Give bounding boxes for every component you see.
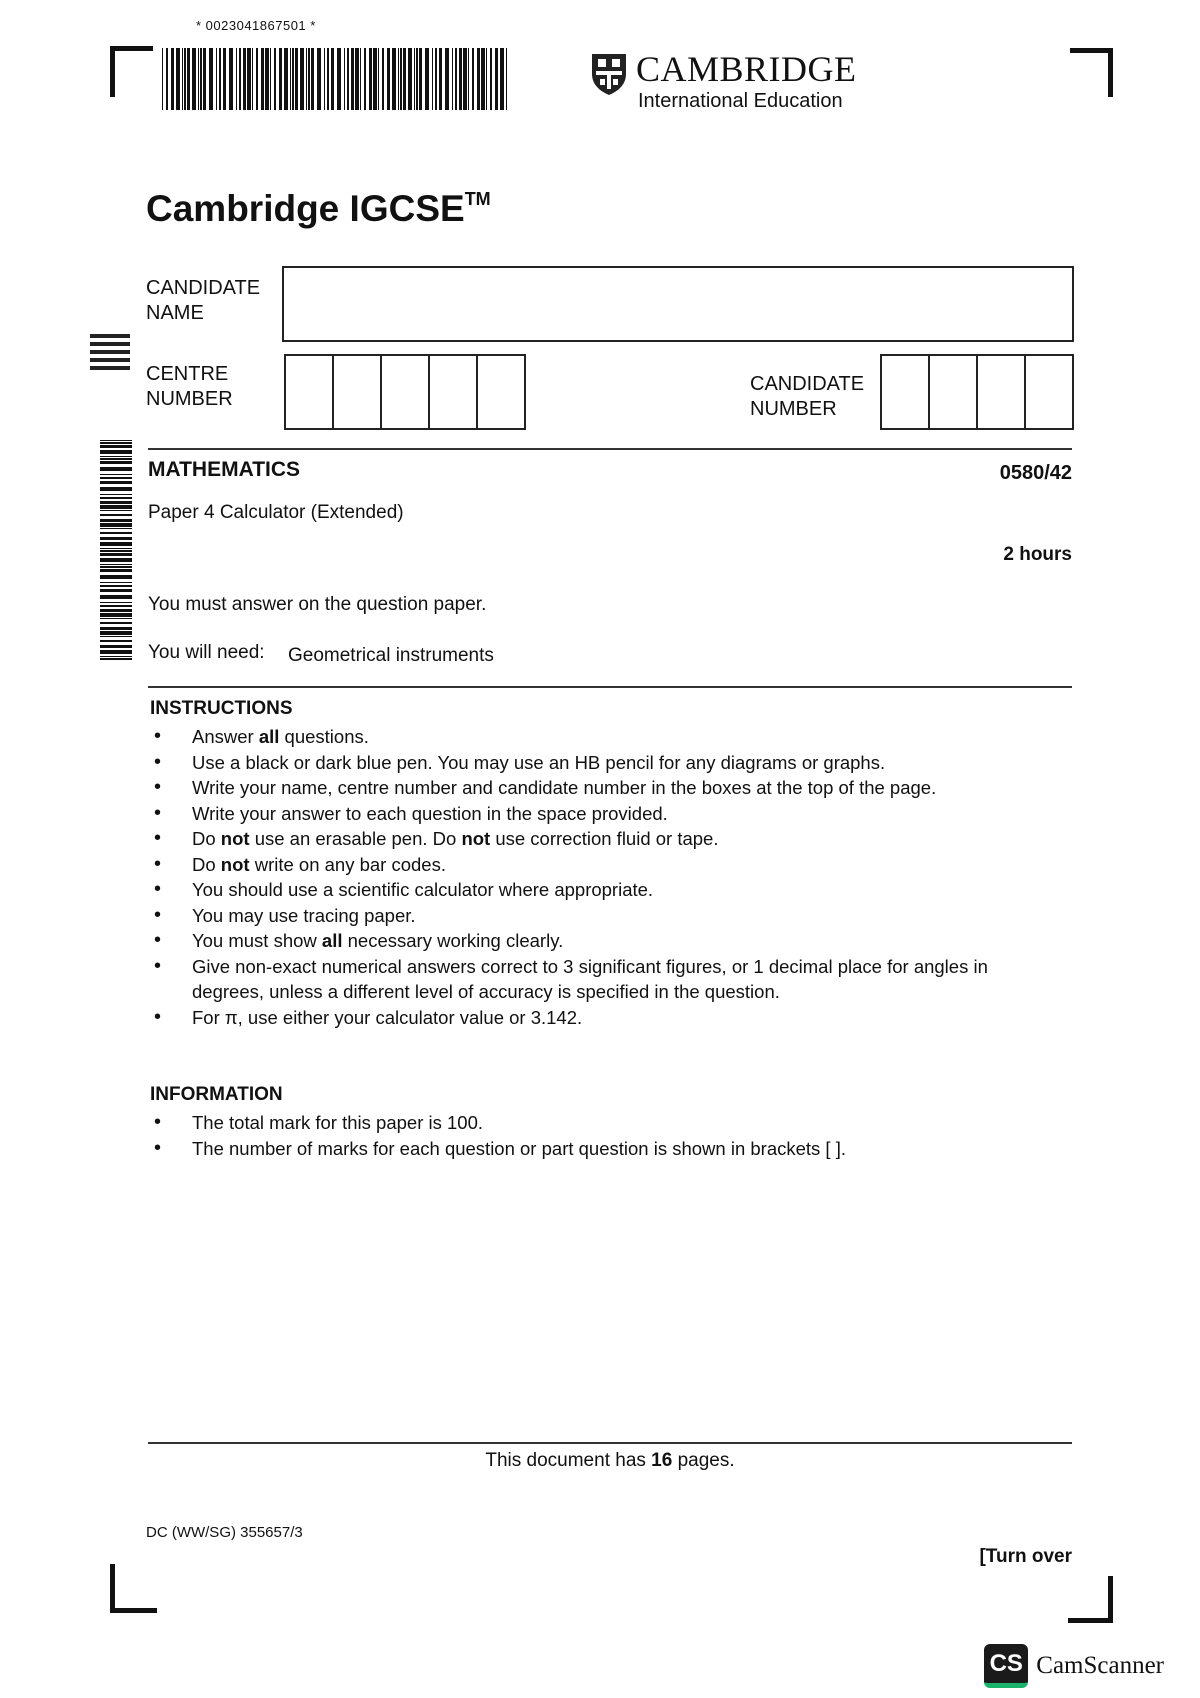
paper-title: Paper 4 Calculator (Extended) bbox=[148, 502, 404, 523]
label-line: CENTRE bbox=[146, 363, 229, 385]
logo-subtitle: International Education bbox=[638, 90, 843, 112]
information-heading: INFORMATION bbox=[150, 1084, 283, 1105]
corner-mark-top-right bbox=[1070, 48, 1113, 97]
instructions-list bbox=[150, 724, 988, 1030]
candidate-number-label bbox=[750, 372, 864, 422]
divider bbox=[148, 1442, 1072, 1444]
candidate-number-boxes[interactable] bbox=[880, 354, 1074, 430]
camscanner-name: CamScanner bbox=[1036, 1652, 1164, 1679]
digit-box[interactable] bbox=[286, 356, 334, 428]
digit-box[interactable] bbox=[882, 356, 930, 428]
list-item: • The number of marks for each question or part question is shown in brackets [ ]. bbox=[150, 1136, 846, 1162]
digit-box[interactable] bbox=[1026, 356, 1072, 428]
list-item: • Do not write on any bar codes. bbox=[150, 852, 988, 878]
page-title bbox=[146, 188, 491, 230]
camscanner-watermark bbox=[984, 1644, 1164, 1688]
subject-title: MATHEMATICS bbox=[148, 458, 301, 481]
side-barcode bbox=[86, 440, 132, 662]
label-line: NUMBER bbox=[750, 398, 837, 420]
candidate-name-label bbox=[146, 276, 260, 326]
corner-mark-bottom-left bbox=[110, 1564, 157, 1613]
exam-duration: 2 hours bbox=[1003, 544, 1072, 565]
list-item: • Use a black or dark blue pen. You may use an HB pencil for any diagrams or graphs. bbox=[150, 750, 988, 776]
divider bbox=[148, 448, 1072, 450]
camscanner-logo-icon: CS bbox=[984, 1644, 1028, 1688]
list-item: degrees, unless a different level of accuracy is specified in the question. bbox=[192, 981, 780, 1002]
corner-mark-top-left bbox=[110, 46, 153, 97]
label-line: NUMBER bbox=[146, 388, 233, 410]
page-count-note bbox=[0, 1450, 1200, 1472]
centre-number-boxes[interactable] bbox=[284, 354, 526, 430]
document-reference: DC (WW/SG) 355657/3 bbox=[146, 1524, 303, 1541]
list-item: • You may use tracing paper. bbox=[150, 903, 988, 929]
cambridge-shield-icon bbox=[590, 52, 628, 96]
candidate-name-box[interactable] bbox=[282, 266, 1074, 342]
title-text: Cambridge IGCSE bbox=[146, 188, 465, 229]
list-item: • You should use a scientific calculator where appropriate. bbox=[150, 877, 988, 903]
barcode-top bbox=[162, 48, 510, 110]
trademark-mark: TM bbox=[464, 189, 491, 209]
label-line: CANDIDATE bbox=[146, 277, 261, 299]
list-item: • Do not use an erasable pen. Do not use correction fluid or tape. bbox=[150, 826, 988, 852]
instructions-heading: INSTRUCTIONS bbox=[150, 698, 293, 719]
list-item: • Write your answer to each question in the space provided. bbox=[150, 801, 988, 827]
page-count: 16 bbox=[651, 1450, 673, 1471]
digit-box[interactable] bbox=[978, 356, 1026, 428]
turn-over-note: [Turn over bbox=[979, 1546, 1072, 1567]
paper-code: 0580/42 bbox=[999, 462, 1072, 484]
divider bbox=[148, 686, 1072, 688]
centre-number-label bbox=[146, 362, 233, 412]
need-value: Geometrical instruments bbox=[288, 645, 494, 666]
list-item: • Give non-exact numerical answers correct to 3 significant figures, or 1 decimal place for angles in bbox=[150, 954, 988, 980]
list-item: • You must show all necessary working clearly. bbox=[150, 928, 988, 954]
corner-mark-bottom-right bbox=[1068, 1576, 1113, 1623]
list-item: • The total mark for this paper is 100. bbox=[150, 1110, 846, 1136]
digit-box[interactable] bbox=[382, 356, 430, 428]
digit-box[interactable] bbox=[478, 356, 524, 428]
digit-box[interactable] bbox=[334, 356, 382, 428]
page-count-pre: This document has bbox=[485, 1450, 652, 1471]
list-item: • For π, use either your calculator value or 3.142. bbox=[150, 1005, 988, 1031]
digit-box[interactable] bbox=[930, 356, 978, 428]
answer-note: You must answer on the question paper. bbox=[148, 594, 487, 615]
list-item: • Answer all questions. bbox=[150, 724, 988, 750]
need-label: You will need: bbox=[148, 642, 265, 663]
page-count-post: pages. bbox=[672, 1450, 735, 1471]
digit-box[interactable] bbox=[430, 356, 478, 428]
label-line: NAME bbox=[146, 302, 204, 324]
logo-name: CAMBRIDGE bbox=[636, 49, 857, 89]
serial-number: * 0023041867501 * bbox=[196, 18, 316, 33]
list-item: • Write your name, centre number and candidate number in the boxes at the top of the page. bbox=[150, 775, 988, 801]
qr-code bbox=[90, 334, 130, 374]
label-line: CANDIDATE bbox=[750, 373, 865, 395]
information-list bbox=[150, 1110, 846, 1161]
